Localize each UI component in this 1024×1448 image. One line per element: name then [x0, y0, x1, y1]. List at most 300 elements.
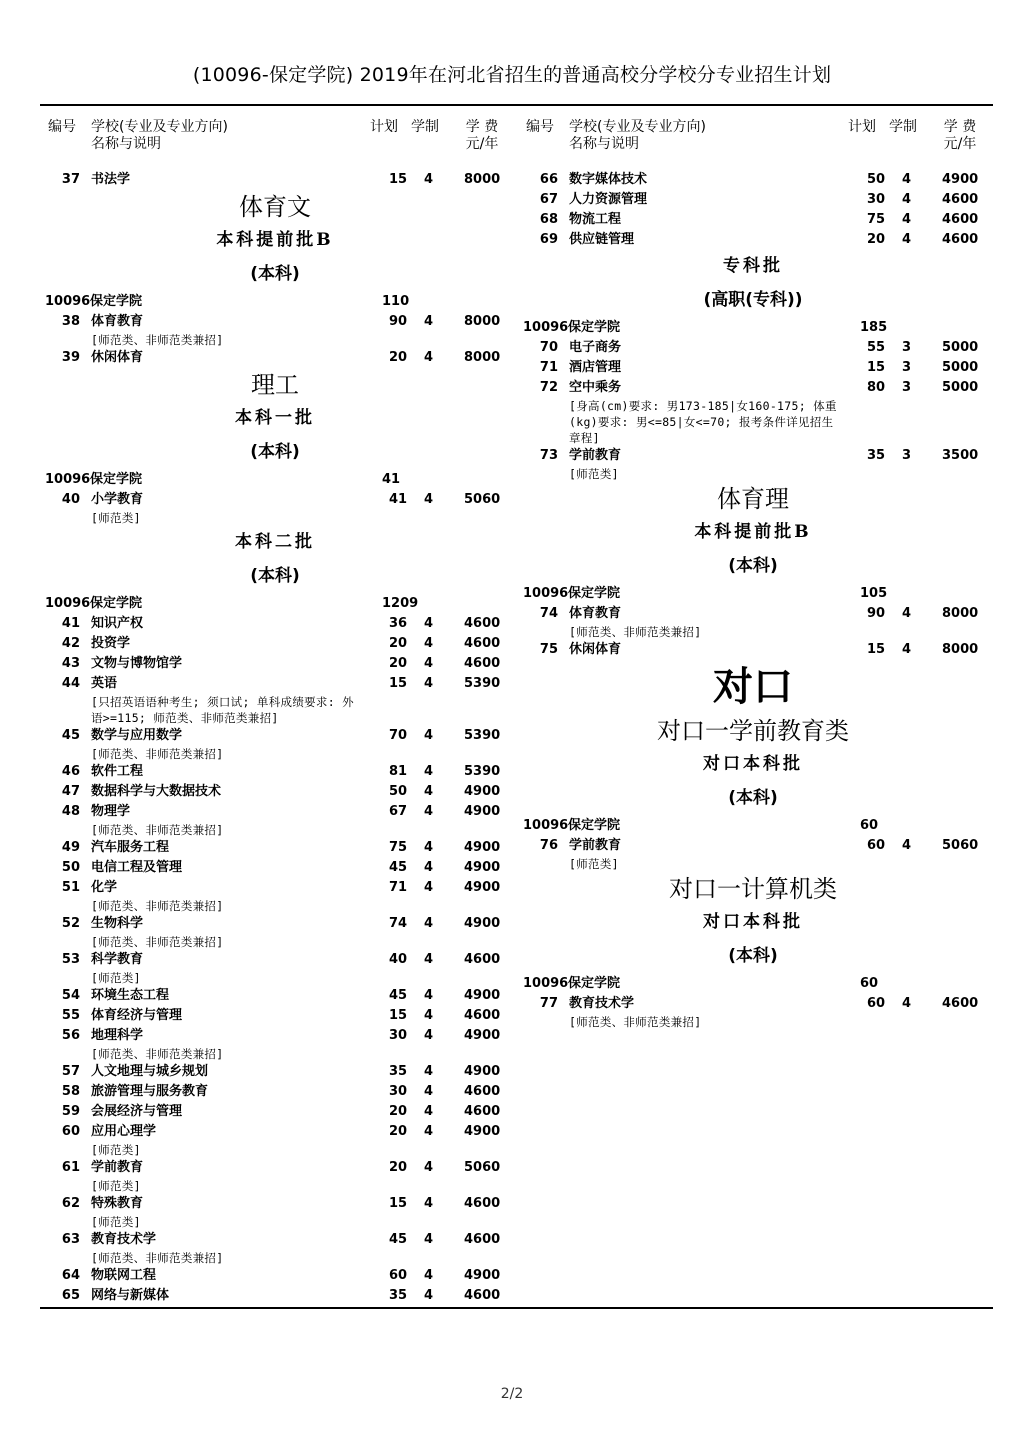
row-note: [身高(cm)要求: 男173-185|女160-175; 体重(kg)要求: 男<=85|女<=70; 报考条件详见招生章程] — [569, 399, 837, 445]
row-fee: 5000 — [942, 380, 979, 395]
row-name: 保定学院 — [568, 818, 621, 833]
table-row — [40, 986, 510, 1006]
section-heading: (本科) — [728, 556, 778, 576]
row-no: 70 — [539, 340, 558, 355]
row-plan: 80 — [867, 380, 886, 395]
row-plan: 15 — [389, 1196, 408, 1211]
row-fee: 4600 — [464, 1104, 501, 1119]
row-plan: 41 — [382, 472, 401, 487]
header-years: 学制 — [411, 119, 439, 135]
row-fee: 4600 — [464, 1196, 501, 1211]
row-no: 68 — [539, 212, 558, 227]
row-years: 4 — [902, 232, 912, 247]
row-no: 55 — [61, 1008, 80, 1023]
table-row — [40, 802, 510, 822]
row-plan: 60 — [867, 838, 886, 853]
row-fee: 4600 — [942, 232, 979, 247]
row-fee: 4900 — [464, 988, 501, 1003]
row-years: 4 — [424, 860, 434, 875]
row-plan: 30 — [389, 1084, 408, 1099]
row-years: 4 — [424, 1104, 434, 1119]
row-fee: 5390 — [464, 728, 501, 743]
row-name: 文物与博物馆学 — [91, 656, 183, 671]
row-plan: 20 — [389, 350, 408, 365]
school-row — [518, 318, 988, 338]
row-note: [师范类、非师范类兼招] — [91, 823, 224, 837]
row-fee: 4900 — [464, 1268, 501, 1283]
row-plan: 185 — [860, 320, 888, 335]
table-row — [40, 170, 510, 190]
row-no: 59 — [61, 1104, 80, 1119]
row-fee: 8000 — [464, 350, 501, 365]
row-years: 4 — [424, 916, 434, 931]
row-name: 学前教育 — [91, 1160, 144, 1175]
row-note: [师范类、非师范类兼招] — [569, 625, 702, 639]
row-fee: 5000 — [942, 360, 979, 375]
row-name: 英语 — [91, 676, 118, 691]
table-row — [40, 726, 510, 746]
row-plan: 74 — [389, 916, 408, 931]
row-years: 3 — [902, 360, 912, 375]
row-note: [师范类、非师范类兼招] — [91, 1251, 224, 1265]
row-fee: 4900 — [464, 784, 501, 799]
row-no: 64 — [61, 1268, 80, 1283]
table-row — [40, 312, 510, 332]
row-years: 4 — [424, 952, 434, 967]
row-fee: 8000 — [942, 606, 979, 621]
page-title: (10096-保定学院) 2019年在河北省招生的普通高校分学校分专业招生计划 — [192, 64, 832, 86]
school-row — [518, 816, 988, 836]
row-plan: 90 — [867, 606, 886, 621]
section-heading: (本科) — [728, 788, 778, 808]
row-no: 69 — [539, 232, 558, 247]
table-row — [518, 190, 988, 210]
row-name: 物联网工程 — [91, 1268, 157, 1283]
section-heading: (本科) — [250, 264, 300, 284]
row-years: 4 — [424, 636, 434, 651]
row-no: 77 — [539, 996, 558, 1011]
row-no: 61 — [61, 1160, 80, 1175]
row-years: 4 — [424, 172, 434, 187]
row-plan: 70 — [389, 728, 408, 743]
row-no: 50 — [61, 860, 80, 875]
table-row — [518, 230, 988, 250]
table-row — [40, 634, 510, 654]
table-row — [40, 1194, 510, 1214]
row-plan: 71 — [389, 880, 408, 895]
row-note: [师范类] — [91, 971, 141, 985]
row-name: 保定学院 — [568, 320, 621, 335]
row-plan: 15 — [389, 1008, 408, 1023]
row-name: 休闲体育 — [91, 350, 144, 365]
table-row — [40, 1062, 510, 1082]
section-heading: 本科提前批B — [694, 522, 812, 542]
row-years: 4 — [424, 784, 434, 799]
row-name: 知识产权 — [91, 616, 144, 631]
row-plan: 50 — [389, 784, 408, 799]
row-name: 体育教育 — [569, 606, 622, 621]
row-name: 特殊教育 — [91, 1196, 144, 1211]
row-years: 4 — [424, 764, 434, 779]
row-name: 学前教育 — [569, 448, 622, 463]
table-row — [40, 1286, 510, 1306]
row-plan: 35 — [389, 1288, 408, 1303]
row-fee: 4600 — [942, 192, 979, 207]
row-name: 数学与应用数学 — [91, 728, 183, 743]
row-plan: 75 — [867, 212, 886, 227]
row-plan: 67 — [389, 804, 408, 819]
row-note: [师范类] — [569, 467, 619, 481]
row-fee: 4900 — [464, 880, 501, 895]
row-name: 化学 — [91, 880, 118, 895]
row-name: 电信工程及管理 — [91, 860, 183, 875]
row-name: 物流工程 — [569, 212, 622, 227]
row-years: 4 — [424, 1084, 434, 1099]
row-note: [师范类、非师范类兼招] — [569, 1015, 702, 1029]
school-row — [518, 584, 988, 604]
row-name: 学前教育 — [569, 838, 622, 853]
row-plan: 60 — [389, 1268, 408, 1283]
row-plan: 35 — [867, 448, 886, 463]
row-name: 教育技术学 — [569, 996, 635, 1011]
row-years: 4 — [424, 492, 434, 507]
row-note: [师范类、非师范类兼招] — [91, 747, 224, 761]
table-row — [518, 338, 988, 358]
row-no: 10096 — [523, 976, 569, 991]
table-row — [40, 1082, 510, 1102]
table-row — [518, 604, 988, 624]
row-years: 4 — [424, 1268, 434, 1283]
table-row — [40, 1006, 510, 1026]
row-plan: 60 — [860, 976, 879, 991]
row-name: 科学教育 — [91, 952, 144, 967]
school-row — [40, 594, 510, 614]
row-fee: 8000 — [942, 642, 979, 657]
row-fee: 4600 — [464, 616, 501, 631]
row-name: 电子商务 — [569, 340, 622, 355]
table-row — [40, 1230, 510, 1250]
row-fee: 4600 — [464, 656, 501, 671]
row-name: 教育技术学 — [91, 1232, 157, 1247]
row-years: 4 — [424, 840, 434, 855]
row-name: 保定学院 — [90, 596, 143, 611]
row-years: 4 — [424, 314, 434, 329]
table-row — [40, 858, 510, 878]
row-plan: 15 — [389, 172, 408, 187]
row-years: 4 — [424, 1124, 434, 1139]
row-note: [师范类、非师范类兼招] — [91, 1047, 224, 1061]
section-heading: 体育理 — [717, 485, 789, 513]
table-row — [40, 348, 510, 368]
row-years: 4 — [424, 350, 434, 365]
row-name: 保定学院 — [568, 586, 621, 601]
row-no: 38 — [61, 314, 80, 329]
table-row — [518, 640, 988, 660]
row-no: 75 — [539, 642, 558, 657]
header-fee — [460, 119, 504, 153]
table-header — [518, 106, 988, 170]
header-plan: 计划 — [370, 119, 398, 135]
row-no: 51 — [61, 880, 80, 895]
table-row — [518, 210, 988, 230]
school-row — [40, 470, 510, 490]
row-fee: 5060 — [464, 492, 501, 507]
row-name: 书法学 — [91, 172, 131, 187]
row-years: 4 — [902, 212, 912, 227]
section-heading: 本科提前批B — [216, 230, 334, 250]
row-plan: 45 — [389, 988, 408, 1003]
row-no: 60 — [61, 1124, 80, 1139]
row-no: 56 — [61, 1028, 80, 1043]
header-years: 学制 — [889, 119, 917, 135]
table-header — [40, 106, 510, 170]
row-name: 保定学院 — [90, 294, 143, 309]
row-years: 4 — [424, 616, 434, 631]
section-heading: (本科) — [250, 566, 300, 586]
row-years: 4 — [424, 1232, 434, 1247]
table-row — [40, 838, 510, 858]
section-heading: 本科一批 — [235, 408, 315, 428]
row-years: 4 — [424, 1160, 434, 1175]
row-name: 酒店管理 — [569, 360, 622, 375]
row-name: 网络与新媒体 — [91, 1288, 170, 1303]
section-heading: (高职(专科)) — [703, 290, 803, 310]
header-name — [91, 119, 228, 153]
table-row — [518, 358, 988, 378]
row-name: 地理科学 — [91, 1028, 144, 1043]
row-years: 4 — [424, 880, 434, 895]
row-no: 74 — [539, 606, 558, 621]
row-years: 4 — [902, 192, 912, 207]
row-name: 环境生态工程 — [91, 988, 170, 1003]
row-fee: 4600 — [464, 636, 501, 651]
row-no: 53 — [61, 952, 80, 967]
row-plan: 1209 — [382, 596, 419, 611]
header-name-line2: 名称与说明 — [569, 136, 639, 152]
table-row — [40, 674, 510, 694]
row-no: 43 — [61, 656, 80, 671]
section-heading: 对口本科批 — [703, 912, 803, 932]
row-fee: 4900 — [464, 1124, 501, 1139]
table-row — [40, 490, 510, 510]
row-years: 3 — [902, 448, 912, 463]
row-no: 72 — [539, 380, 558, 395]
school-row — [40, 292, 510, 312]
row-plan: 41 — [389, 492, 408, 507]
row-fee: 5390 — [464, 676, 501, 691]
section-heading: 对口一学前教育类 — [657, 717, 849, 745]
row-name: 人力资源管理 — [569, 192, 648, 207]
table-row — [40, 878, 510, 898]
header-name-line1: 学校(专业及专业方向) — [91, 119, 228, 135]
row-no: 76 — [539, 838, 558, 853]
row-no: 10096 — [523, 818, 569, 833]
row-name: 投资学 — [91, 636, 131, 651]
header-name — [569, 119, 706, 153]
row-name: 供应链管理 — [569, 232, 635, 247]
row-plan: 30 — [867, 192, 886, 207]
row-fee: 8000 — [464, 314, 501, 329]
row-plan: 40 — [389, 952, 408, 967]
header-fee — [938, 119, 982, 153]
row-no: 10096 — [523, 320, 569, 335]
row-years: 4 — [902, 996, 912, 1011]
row-years: 3 — [902, 340, 912, 355]
section-heading: 对口一计算机类 — [669, 875, 837, 903]
row-plan: 36 — [389, 616, 408, 631]
row-name: 体育经济与管理 — [91, 1008, 183, 1023]
row-fee: 4600 — [464, 952, 501, 967]
row-no: 67 — [539, 192, 558, 207]
section-heading: 理工 — [251, 371, 299, 399]
row-fee: 5390 — [464, 764, 501, 779]
table-row — [40, 782, 510, 802]
row-plan: 20 — [389, 1124, 408, 1139]
row-name: 空中乘务 — [569, 380, 622, 395]
row-fee: 4600 — [464, 1008, 501, 1023]
row-plan: 81 — [389, 764, 408, 779]
row-plan: 50 — [867, 172, 886, 187]
table-row — [518, 446, 988, 466]
row-note: [师范类] — [569, 857, 619, 871]
row-no: 57 — [61, 1064, 80, 1079]
table-row — [40, 1158, 510, 1178]
row-no: 10096 — [523, 586, 569, 601]
row-plan: 45 — [389, 1232, 408, 1247]
bottom-rule — [40, 1307, 993, 1309]
row-fee: 4900 — [464, 804, 501, 819]
row-fee: 4900 — [464, 860, 501, 875]
row-fee: 5000 — [942, 340, 979, 355]
row-no: 10096 — [45, 596, 91, 611]
row-no: 46 — [61, 764, 80, 779]
row-plan: 20 — [389, 1104, 408, 1119]
row-name: 数据科学与大数据技术 — [91, 784, 222, 799]
row-no: 10096 — [45, 294, 91, 309]
section-heading: 体育文 — [239, 193, 311, 221]
table-row — [40, 914, 510, 934]
row-no: 41 — [61, 616, 80, 631]
row-note: [师范类] — [91, 511, 141, 525]
header-fee-line1: 学 费 — [465, 119, 499, 135]
row-no: 63 — [61, 1232, 80, 1247]
table-row — [40, 1122, 510, 1142]
header-fee-line2: 元/年 — [465, 136, 499, 152]
table-row — [40, 614, 510, 634]
row-note: [师范类] — [91, 1215, 141, 1229]
row-fee: 5060 — [942, 838, 979, 853]
row-fee: 4900 — [464, 840, 501, 855]
table-row — [518, 994, 988, 1014]
row-note: [师范类、非师范类兼招] — [91, 333, 224, 347]
table-row — [40, 1102, 510, 1122]
header-fee-line2: 元/年 — [943, 136, 977, 152]
school-row — [518, 974, 988, 994]
row-years: 4 — [424, 804, 434, 819]
row-note: [师范类] — [91, 1179, 141, 1193]
row-fee: 4900 — [464, 1064, 501, 1079]
section-heading: (本科) — [250, 442, 300, 462]
row-years: 4 — [902, 642, 912, 657]
header-fee-line1: 学 费 — [943, 119, 977, 135]
row-plan: 90 — [389, 314, 408, 329]
row-fee: 4600 — [464, 1288, 501, 1303]
header-name-line2: 名称与说明 — [91, 136, 161, 152]
section-heading: 本科二批 — [235, 532, 315, 552]
row-years: 4 — [424, 1196, 434, 1211]
row-no: 40 — [61, 492, 80, 507]
row-note: [师范类] — [91, 1143, 141, 1157]
row-fee: 5060 — [464, 1160, 501, 1175]
table-row — [40, 654, 510, 674]
row-fee: 4600 — [464, 1232, 501, 1247]
header-name-line1: 学校(专业及专业方向) — [569, 119, 706, 135]
row-fee: 4600 — [464, 1084, 501, 1099]
row-years: 4 — [424, 1028, 434, 1043]
row-plan: 75 — [389, 840, 408, 855]
row-note: [师范类、非师范类兼招] — [91, 899, 224, 913]
row-fee: 8000 — [464, 172, 501, 187]
row-no: 48 — [61, 804, 80, 819]
row-plan: 35 — [389, 1064, 408, 1079]
row-name: 小学教育 — [91, 492, 144, 507]
row-no: 49 — [61, 840, 80, 855]
row-fee: 4900 — [464, 916, 501, 931]
row-no: 44 — [61, 676, 80, 691]
row-no: 62 — [61, 1196, 80, 1211]
row-name: 应用心理学 — [91, 1124, 157, 1139]
row-no: 52 — [61, 916, 80, 931]
row-note: [师范类、非师范类兼招] — [91, 935, 224, 949]
row-years: 4 — [424, 728, 434, 743]
header-no: 编号 — [526, 119, 554, 135]
row-fee: 4900 — [942, 172, 979, 187]
row-plan: 45 — [389, 860, 408, 875]
row-plan: 60 — [867, 996, 886, 1011]
section-heading: 专科批 — [723, 256, 783, 276]
row-years: 4 — [424, 656, 434, 671]
row-plan: 30 — [389, 1028, 408, 1043]
section-heading: (本科) — [728, 946, 778, 966]
table-row — [40, 1266, 510, 1286]
row-no: 42 — [61, 636, 80, 651]
row-plan: 20 — [389, 636, 408, 651]
row-fee: 4600 — [942, 212, 979, 227]
row-plan: 105 — [860, 586, 888, 601]
row-fee: 4600 — [942, 996, 979, 1011]
row-name: 保定学院 — [90, 472, 143, 487]
row-years: 4 — [902, 838, 912, 853]
row-years: 4 — [902, 606, 912, 621]
row-plan: 20 — [389, 656, 408, 671]
page-number: 2/2 — [500, 1386, 524, 1402]
row-no: 66 — [539, 172, 558, 187]
section-heading: 对口 — [713, 663, 793, 710]
row-name: 保定学院 — [568, 976, 621, 991]
section-heading: 对口本科批 — [703, 754, 803, 774]
row-years: 4 — [424, 676, 434, 691]
row-no: 45 — [61, 728, 80, 743]
row-plan: 15 — [867, 360, 886, 375]
table-row — [518, 836, 988, 856]
row-name: 生物科学 — [91, 916, 144, 931]
row-no: 37 — [61, 172, 80, 187]
left-column — [40, 106, 510, 1306]
table-row — [40, 950, 510, 970]
row-plan: 20 — [389, 1160, 408, 1175]
table-row — [40, 1026, 510, 1046]
row-no: 58 — [61, 1084, 80, 1099]
